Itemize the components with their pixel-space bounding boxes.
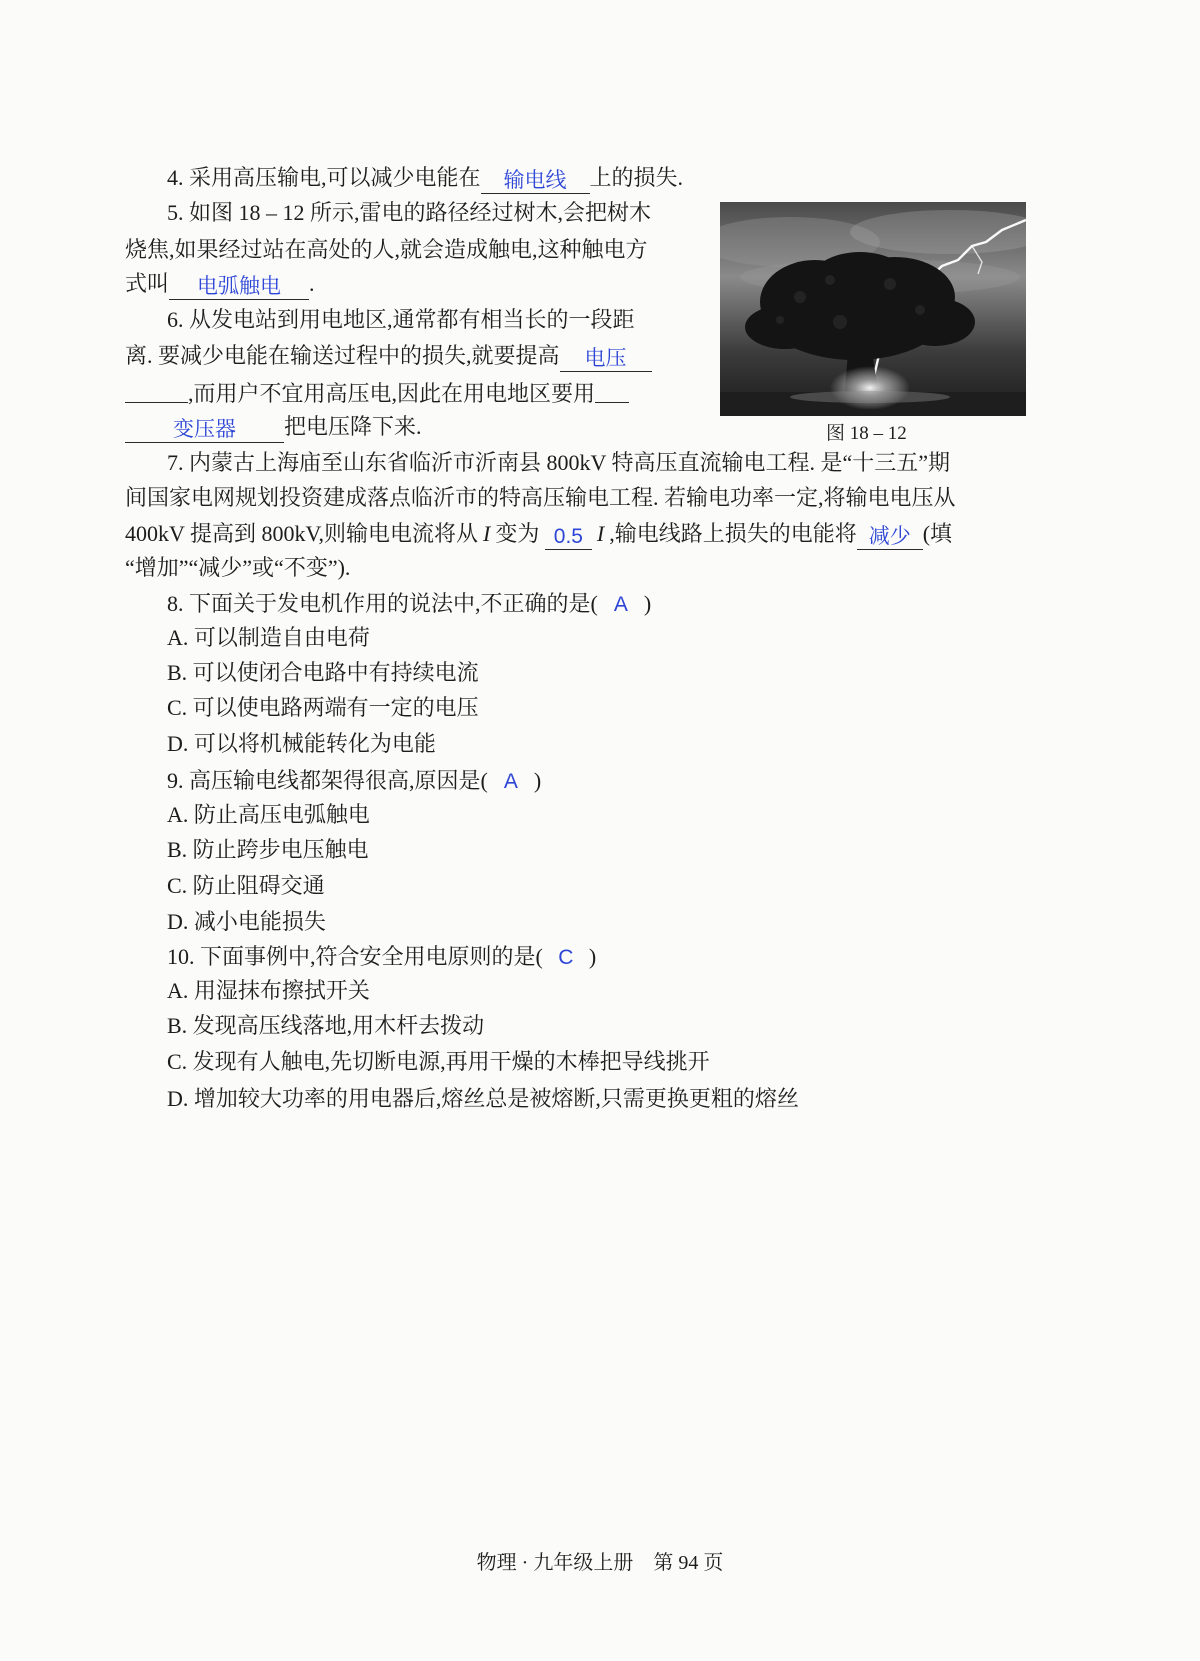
q8-stem: 8. 下面关于发电机作用的说法中,不正确的是( [167,591,598,616]
q10-option-b: B. 发现高压线落地,用木杆去拨动 [167,1013,485,1038]
q4-text-pre: 4. 采用高压输电,可以减少电能在 [167,165,481,190]
q9-option-a: A. 防止高压电弧触电 [167,802,370,827]
q9-option-d: D. 减小电能损失 [167,909,326,934]
q6-blank-1-cont [125,377,188,403]
q6-blank-2 [595,377,629,403]
q8-close: ) [643,591,652,616]
page-footer: 物理 · 九年级上册 第 94 页 [476,1552,724,1574]
q6-answer-1: 电压 [584,347,627,370]
q6-text-3: ,而用户不宜用高压电,因此在用电地区要用 [188,381,596,406]
q4-blank [481,168,590,194]
q7-text-mid2: ,输电线路上损失的电能将 [609,521,857,546]
q10-option-a: A. 用湿抹布擦拭开关 [167,978,370,1003]
q9-option-b: B. 防止跨步电压触电 [167,837,369,862]
current-symbol: I [596,521,605,546]
q7-text-pre: 400kV 提高到 800kV,则输电电流将从 [125,521,479,546]
ground-reflection [790,391,950,403]
q6-text-2: 离. 要减少电能在输送过程中的损失,就要提高 [125,343,560,368]
q10-answer: C [558,946,574,969]
q9-option-c: C. 防止阻碍交通 [167,873,325,898]
q8-option-c: C. 可以使电路两端有一定的电压 [167,695,479,720]
q9-stem: 9. 高压输电线都架得很高,原因是( [167,768,488,793]
q7-text-mid: 变为 [495,521,540,546]
q6-blank-1 [560,346,652,372]
q7-answer-2: 减少 [868,525,911,548]
question-8 [167,590,651,619]
q8-answer: A [613,593,628,616]
q9-close: ) [533,768,542,793]
q9-answer: A [503,770,518,793]
question-9 [167,767,541,796]
q6-text-4: 把电压降下来. [284,414,422,439]
q8-option-a: A. 可以制造自由电荷 [167,625,370,650]
q7-line-4: “增加”“减少”或“不变”). [125,555,351,580]
q5-line-2: 烧焦,如果经过站在高处的人,就会造成触电,这种触电方 [125,237,648,262]
strike-glow [830,366,910,410]
q10-option-d: D. 增加较大功率的用电器后,熔丝总是被熔断,只需更换更粗的熔丝 [167,1086,799,1111]
q6-line-1: 6. 从发电站到用电地区,通常都有相当长的一段距 [167,307,635,332]
q8-option-d: D. 可以将机械能转化为电能 [167,731,436,756]
lightning-tree-photo [720,202,1026,416]
q4-answer: 输电线 [503,169,567,192]
q7-line-2: 间国家电网规划投资建成落点临沂市的特高压输电工程. 若输电功率一定,将输电电压从 [125,485,956,510]
question-4 [167,164,683,194]
q5-line-1: 5. 如图 18 – 12 所示,雷电的路径经过树木,会把树木 [167,200,652,225]
q5-text-post: . [309,271,315,296]
question-10 [167,943,596,972]
q5-line-3 [125,270,315,300]
q8-option-b: B. 可以使闭合电路中有持续电流 [167,660,479,685]
q10-close: ) [588,944,597,969]
q7-line-1: 7. 内蒙古上海庙至山东省临沂市沂南县 800kV 特高压直流输电工程. 是“十三五”期 [167,450,951,475]
q7-blank-2 [857,524,923,550]
q6-line-3 [125,377,629,408]
q4-text-post: 上的损失. [589,165,684,190]
q6-line-4 [125,413,422,443]
q5-answer: 电弧触电 [197,275,282,298]
q6-answer-2: 变压器 [173,418,236,441]
q10-stem: 10. 下面事例中,符合安全用电原则的是( [167,944,543,969]
q5-blank [169,274,309,300]
q5-text-pre: 式叫 [125,271,170,296]
q10-option-c: C. 发现有人触电,先切断电源,再用干燥的木棒把导线挑开 [167,1049,710,1074]
q6-line-2 [125,342,652,372]
q6-blank-2-cont [125,417,284,443]
q7-line-3 [125,520,952,550]
figure-caption: 图 18 – 12 [826,423,907,444]
q7-blank-1 [545,524,592,550]
q7-text-post: (填 [922,521,953,546]
q7-answer-1: 0.5 [553,525,583,548]
current-symbol: I [483,521,491,546]
